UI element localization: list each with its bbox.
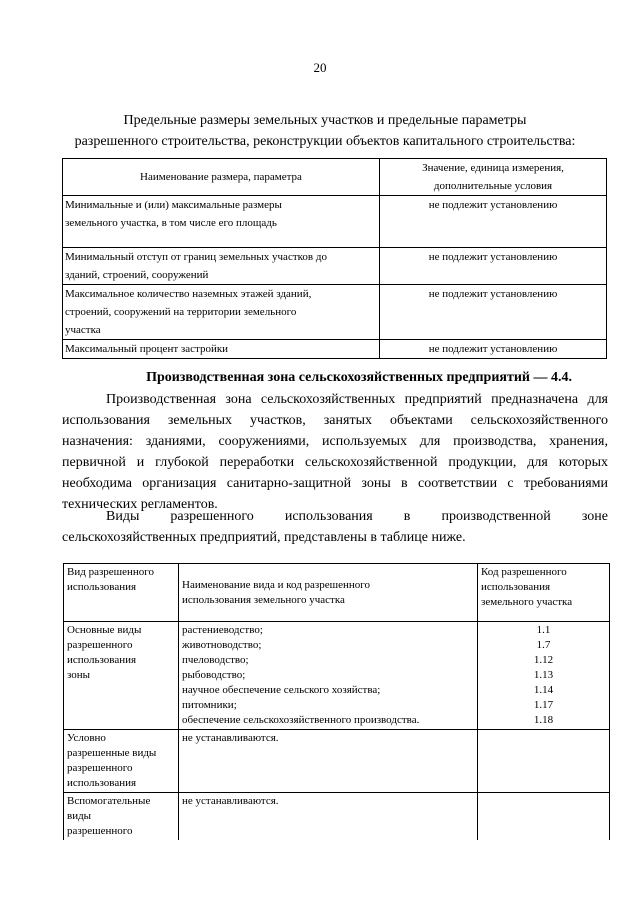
use-code: 1.17 (533, 699, 554, 711)
table2-header-row (64, 564, 610, 622)
label-line: разрешенные виды (67, 747, 157, 759)
table-row (63, 340, 607, 359)
label-line: зоны (67, 669, 91, 681)
section-title: Производственная зона сельскохозяйственных предприятий — 4.4. (146, 370, 572, 385)
param-name-line: участка (65, 324, 101, 336)
header-line: использования (481, 581, 551, 593)
table-row (63, 285, 607, 340)
table1-title-line2: разрешенного строительства, реконструкции объектов капитального строительства: (74, 134, 576, 149)
use-code: 1.18 (533, 714, 554, 726)
table2-header-col2 (179, 564, 478, 622)
param-name-line: Минимальный отступ от границ земельных участков до (65, 251, 327, 263)
main-uses-names (179, 622, 478, 730)
table1-header-col2-line1: Значение, единица измерения, (422, 162, 564, 174)
table-row (64, 793, 610, 841)
conditional-uses-code (478, 730, 610, 793)
conditional-uses-label (64, 730, 179, 793)
auxiliary-uses-code (478, 793, 610, 841)
label-line: Вспомогательные (67, 795, 151, 807)
parameters-table (62, 158, 607, 359)
auxiliary-uses-label (64, 793, 179, 841)
header-line: Вид разрешенного (67, 566, 155, 578)
header-line: Код разрешенного (481, 566, 567, 578)
table1-header-col2-line2: дополнительные условия (433, 180, 553, 192)
use-name: пчеловодство; (182, 654, 249, 666)
param-name: Максимальный процент застройки (63, 340, 380, 359)
table-row (64, 622, 610, 730)
param-name (63, 248, 380, 285)
label-line: использования (67, 777, 137, 789)
use-code: 1.1 (536, 624, 551, 636)
param-name-line: земельного участка, в том числе его площадь (65, 217, 277, 229)
permitted-use-table (63, 563, 610, 840)
main-uses-codes (478, 622, 610, 730)
use-name: растениеводство; (182, 624, 263, 636)
table1-title-line1: Предельные размеры земельных участков и предельные параметры (123, 113, 527, 128)
section-paragraph-1: Производственная зона сельскохозяйственных предприятий предназначена для использования земельных участков, занятых объектами сельскохозяйственного назначения: зданиями, сооружениями, используемых для производства, хранения, первичной и глубокой переработки сельскохозяйственной продукции, для которых необходима организация санитарно-защитной зоны в соответствии с требованиями технических регламентов. (62, 392, 608, 512)
table1-header-row (63, 159, 607, 196)
use-name: питомники; (182, 699, 237, 711)
label-line: разрешенного (67, 639, 133, 651)
table1-header-col2 (380, 159, 607, 196)
use-code: 1.13 (533, 669, 554, 681)
table-row (63, 196, 607, 248)
use-code: 1.7 (536, 639, 551, 651)
section-paragraph-2-line1: Виды разрешенного использования в производственной зоне (106, 509, 608, 524)
param-name (63, 196, 380, 248)
param-name-line: Минимальные и (или) максимальные размеры (65, 199, 282, 211)
page-number: 20 (313, 60, 327, 75)
param-value: не подлежит установлению (380, 340, 607, 359)
label-line: разрешенного (67, 762, 133, 774)
header-line: использования (67, 581, 137, 593)
use-name: научное обеспечение сельского хозяйства; (182, 684, 381, 696)
param-value: не подлежит установлению (380, 285, 607, 340)
param-value: не подлежит установлению (380, 196, 607, 248)
use-code: 1.14 (533, 684, 554, 696)
section-paragraph-2-line2: сельскохозяйственных предприятий, представлены в таблице ниже. (62, 530, 466, 545)
conditional-uses-text: не устанавливаются. (179, 730, 478, 793)
param-name (63, 285, 380, 340)
header-line: Наименование вида и код разрешенного (182, 578, 371, 591)
table1-title (40, 110, 610, 152)
param-value: не подлежит установлению (380, 248, 607, 285)
table-row (64, 730, 610, 793)
param-name-line: строений, сооружений на территории земельного (65, 306, 297, 318)
use-code: 1.12 (533, 654, 554, 666)
use-name: рыбоводство; (182, 669, 246, 681)
label-line: Условно (67, 732, 106, 744)
header-line: использования земельного участка (182, 593, 345, 606)
use-name: обеспечение сельскохозяйственного производства. (182, 714, 420, 726)
label-line: разрешенного (67, 825, 133, 837)
header-line: земельного участка (481, 596, 573, 608)
param-name-line: зданий, строений, сооружений (65, 269, 209, 281)
label-line: Основные виды (67, 624, 142, 636)
table2-header-col1 (64, 564, 179, 622)
main-uses-label (64, 622, 179, 730)
param-name-line: Максимальное количество наземных этажей зданий, (65, 288, 312, 300)
use-name: животноводство; (182, 639, 262, 651)
table-row (63, 248, 607, 285)
auxiliary-uses-text: не устанавливаются. (179, 793, 478, 841)
table2-header-col3 (478, 564, 610, 622)
label-line: использования (67, 654, 137, 666)
table1-header-col1: Наименование размера, параметра (63, 159, 380, 196)
label-line: виды (67, 810, 92, 822)
